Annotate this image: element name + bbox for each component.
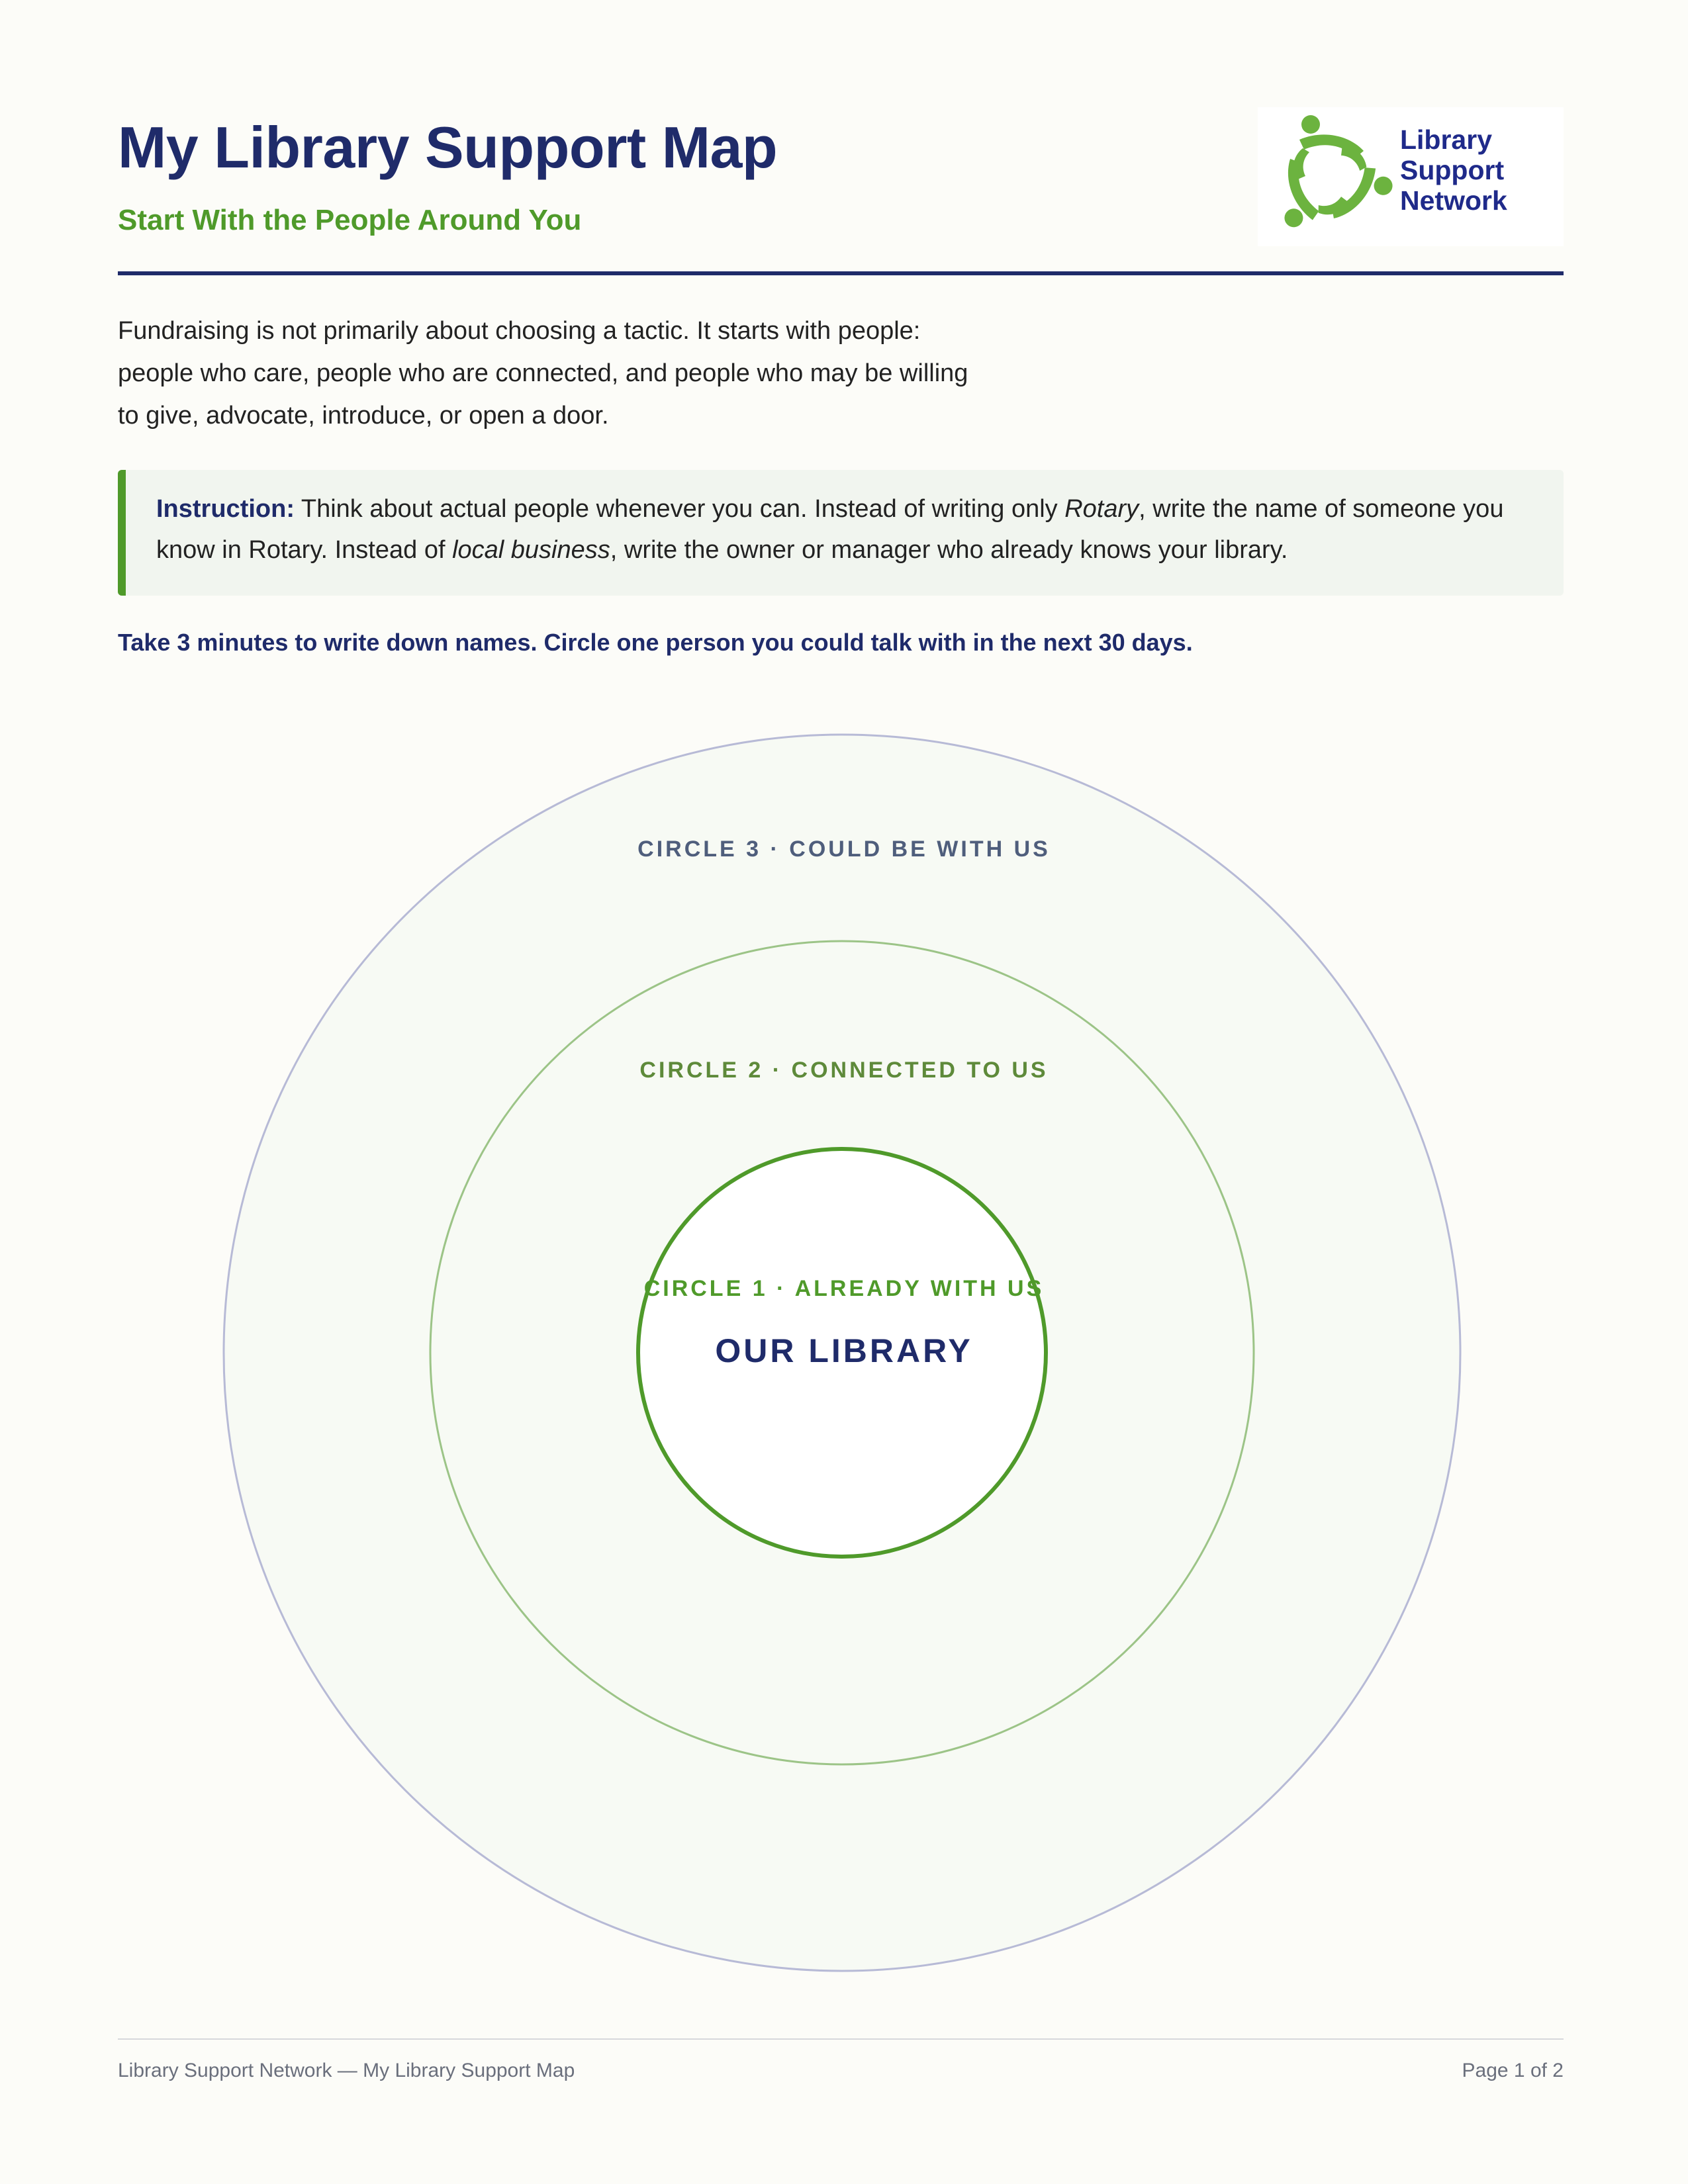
instruction-text-part: , write the name of someone you [1139, 495, 1504, 523]
instruction-label: Instruction: [156, 495, 295, 523]
circle-3-label: CIRCLE 3 · COULD BE WITH US [637, 837, 1051, 862]
instruction-emphasis: local business [452, 536, 610, 564]
instruction-text-part: Think about actual people whenever you can. Instead of writing only [294, 495, 1065, 523]
footer-page-number: Page 1 of 2 [1462, 2060, 1564, 2081]
activity-prompt: Take 3 minutes to write down names. Circle one person you could talk with in the next 30 days. [118, 629, 1193, 656]
instruction-text-part: know in Rotary. Instead of [156, 536, 453, 564]
intro-line: people who care, people who are connected, and people who may be willing [118, 359, 968, 387]
page-title: My Library Support Map [118, 114, 778, 180]
instruction-text-part: , write the owner or manager who already knows your library. [610, 536, 1288, 564]
circle-1-label: CIRCLE 1 · ALREADY WITH US [643, 1276, 1045, 1301]
footer-divider [118, 2038, 1564, 2040]
intro-line: to give, advocate, introduce, or open a door. [118, 402, 609, 430]
logo-line-3: Network [1400, 185, 1507, 216]
center-label: OUR LIBRARY [715, 1332, 973, 1369]
instruction-emphasis: Rotary [1064, 495, 1139, 523]
circle-2-label: CIRCLE 2 · CONNECTED TO US [639, 1058, 1049, 1083]
logo-line-2: Support [1400, 155, 1505, 185]
intro-line: Fundraising is not primarily about choosing a tactic. It starts with people: [118, 317, 921, 345]
footer-document-title: Library Support Network — My Library Support Map [118, 2060, 575, 2081]
logo-line-1: Library [1400, 124, 1492, 155]
page-subtitle: Start With the People Around You [118, 204, 582, 236]
